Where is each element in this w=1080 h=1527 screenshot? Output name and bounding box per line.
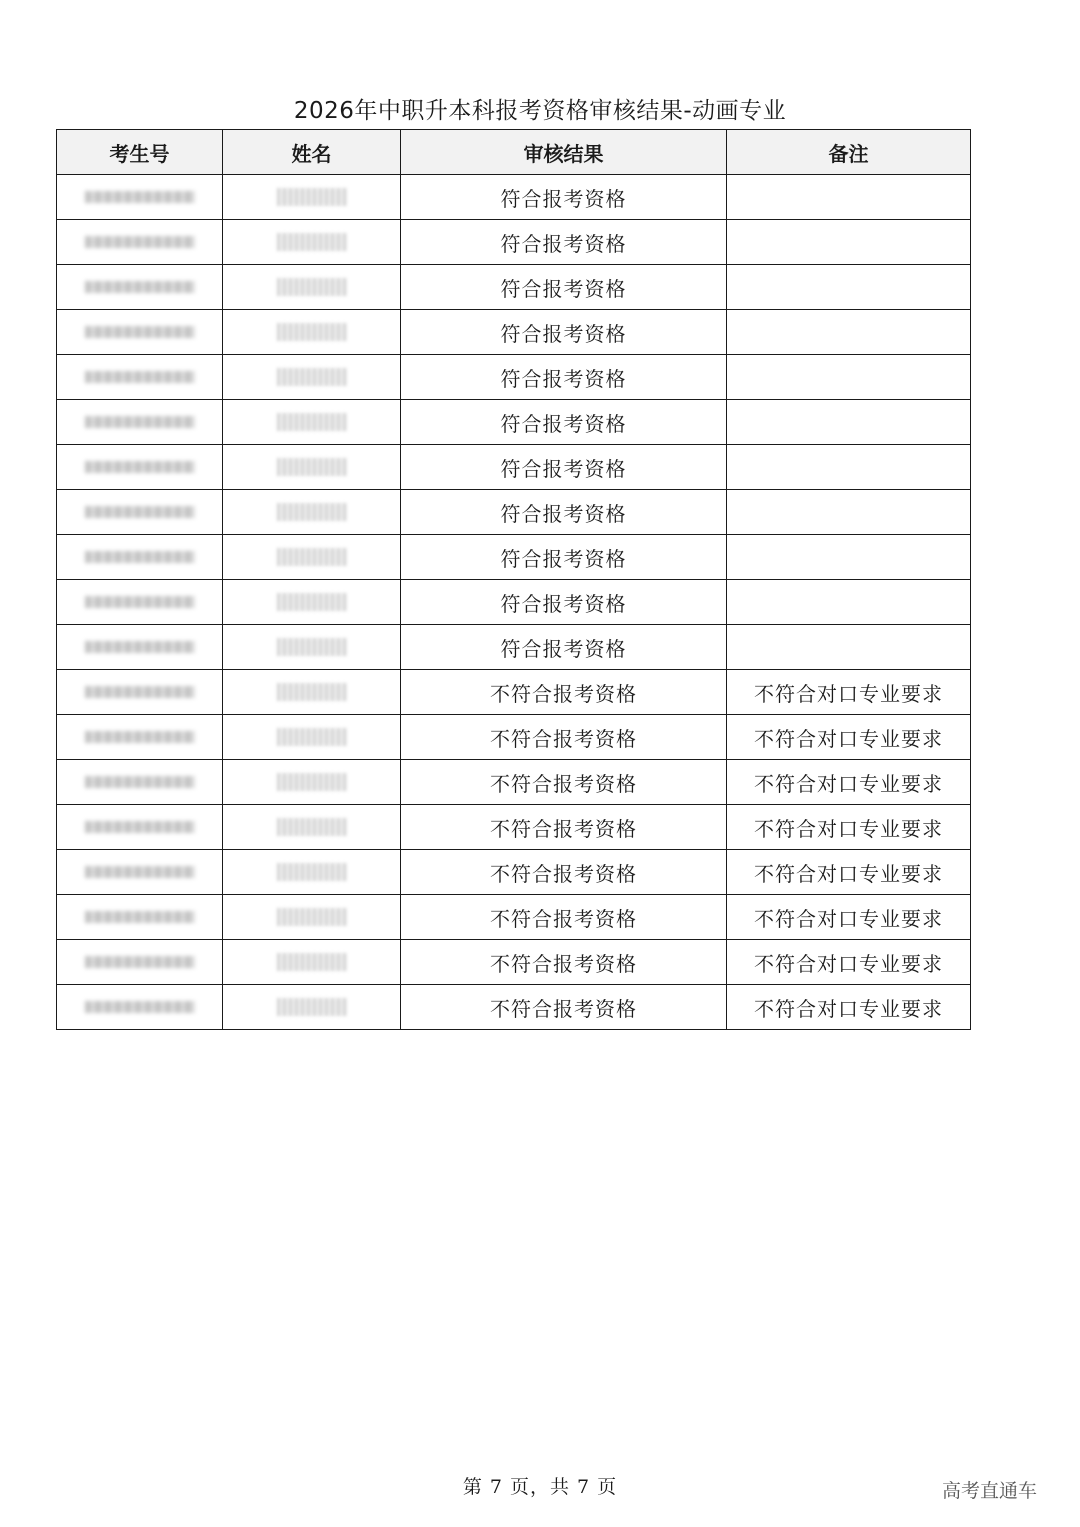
review-result-cell: 符合报考资格 [401, 355, 727, 400]
table-row [57, 760, 971, 805]
remarks-cell: 不符合对口专业要求 [727, 760, 971, 805]
redacted-exam-number [85, 551, 195, 563]
redacted-name [277, 638, 347, 656]
header-exam-number: 考生号 [57, 130, 223, 175]
table-row [57, 445, 971, 490]
review-result-cell: 符合报考资格 [401, 490, 727, 535]
redacted-name [277, 728, 347, 746]
exam-number-cell [57, 490, 223, 535]
redacted-exam-number [85, 821, 195, 833]
redacted-name [277, 188, 347, 206]
name-cell [223, 670, 401, 715]
redacted-name [277, 863, 347, 881]
header-name: 姓名 [223, 130, 401, 175]
review-result-cell: 符合报考资格 [401, 580, 727, 625]
table-row [57, 715, 971, 760]
table-row [57, 175, 971, 220]
name-cell [223, 580, 401, 625]
review-result-cell: 不符合报考资格 [401, 895, 727, 940]
header-review-result: 审核结果 [401, 130, 727, 175]
results-table [56, 129, 971, 1030]
name-cell [223, 715, 401, 760]
review-result-cell: 符合报考资格 [401, 220, 727, 265]
redacted-name [277, 953, 347, 971]
redacted-exam-number [85, 731, 195, 743]
remarks-cell [727, 175, 971, 220]
exam-number-cell [57, 715, 223, 760]
exam-number-cell [57, 805, 223, 850]
name-cell [223, 940, 401, 985]
name-cell [223, 625, 401, 670]
exam-number-cell [57, 220, 223, 265]
exam-number-cell [57, 985, 223, 1030]
table-row [57, 940, 971, 985]
review-result-cell: 符合报考资格 [401, 625, 727, 670]
table-header-row [57, 130, 971, 175]
table-row [57, 310, 971, 355]
redacted-exam-number [85, 776, 195, 788]
exam-number-cell [57, 310, 223, 355]
remarks-cell: 不符合对口专业要求 [727, 715, 971, 760]
table-row [57, 850, 971, 895]
name-cell [223, 985, 401, 1030]
review-result-cell: 不符合报考资格 [401, 715, 727, 760]
redacted-exam-number [85, 416, 195, 428]
review-result-cell: 符合报考资格 [401, 400, 727, 445]
table-row [57, 670, 971, 715]
table-row [57, 490, 971, 535]
remarks-cell [727, 265, 971, 310]
remarks-cell [727, 220, 971, 265]
document-title: 2026年中职升本科报考资格审核结果-动画专业 [293, 98, 787, 124]
exam-number-cell [57, 535, 223, 580]
header-remarks: 备注 [727, 130, 971, 175]
redacted-exam-number [85, 686, 195, 698]
redacted-name [277, 818, 347, 836]
review-result-cell: 不符合报考资格 [401, 850, 727, 895]
review-result-cell: 符合报考资格 [401, 310, 727, 355]
table-row [57, 265, 971, 310]
exam-number-cell [57, 580, 223, 625]
name-cell [223, 490, 401, 535]
redacted-name [277, 233, 347, 251]
name-cell [223, 355, 401, 400]
redacted-exam-number [85, 236, 195, 248]
redacted-name [277, 683, 347, 701]
watermark: 高考直通车 [942, 1480, 1038, 1502]
table-row [57, 895, 971, 940]
table-body [57, 175, 971, 1030]
redacted-name [277, 413, 347, 431]
exam-number-cell [57, 355, 223, 400]
name-cell [223, 805, 401, 850]
redacted-name [277, 503, 347, 521]
redacted-exam-number [85, 596, 195, 608]
exam-number-cell [57, 175, 223, 220]
redacted-exam-number [85, 371, 195, 383]
remarks-cell: 不符合对口专业要求 [727, 895, 971, 940]
redacted-exam-number [85, 461, 195, 473]
redacted-name [277, 278, 347, 296]
remarks-cell [727, 400, 971, 445]
redacted-name [277, 908, 347, 926]
review-result-cell: 符合报考资格 [401, 175, 727, 220]
table-row [57, 805, 971, 850]
name-cell [223, 445, 401, 490]
review-result-cell: 不符合报考资格 [401, 985, 727, 1030]
table-row [57, 355, 971, 400]
remarks-cell: 不符合对口专业要求 [727, 985, 971, 1030]
redacted-name [277, 368, 347, 386]
remarks-cell: 不符合对口专业要求 [727, 670, 971, 715]
redacted-exam-number [85, 641, 195, 653]
redacted-exam-number [85, 281, 195, 293]
review-result-cell: 不符合报考资格 [401, 805, 727, 850]
redacted-name [277, 998, 347, 1016]
redacted-name [277, 548, 347, 566]
name-cell [223, 175, 401, 220]
name-cell [223, 760, 401, 805]
exam-number-cell [57, 850, 223, 895]
redacted-name [277, 593, 347, 611]
remarks-cell: 不符合对口专业要求 [727, 850, 971, 895]
table-row [57, 985, 971, 1030]
name-cell [223, 895, 401, 940]
remarks-cell [727, 445, 971, 490]
redacted-exam-number [85, 506, 195, 518]
redacted-name [277, 323, 347, 341]
table-row [57, 625, 971, 670]
name-cell [223, 310, 401, 355]
redacted-exam-number [85, 191, 195, 203]
name-cell [223, 400, 401, 445]
name-cell [223, 220, 401, 265]
review-result-cell: 符合报考资格 [401, 535, 727, 580]
remarks-cell [727, 355, 971, 400]
exam-number-cell [57, 895, 223, 940]
redacted-exam-number [85, 1001, 195, 1013]
exam-number-cell [57, 625, 223, 670]
remarks-cell: 不符合对口专业要求 [727, 805, 971, 850]
remarks-cell [727, 535, 971, 580]
name-cell [223, 535, 401, 580]
review-result-cell: 不符合报考资格 [401, 670, 727, 715]
review-result-cell: 符合报考资格 [401, 265, 727, 310]
exam-number-cell [57, 670, 223, 715]
review-result-cell: 符合报考资格 [401, 445, 727, 490]
exam-number-cell [57, 760, 223, 805]
redacted-exam-number [85, 866, 195, 878]
exam-number-cell [57, 400, 223, 445]
table-row [57, 580, 971, 625]
review-result-cell: 不符合报考资格 [401, 940, 727, 985]
redacted-name [277, 773, 347, 791]
table-row [57, 400, 971, 445]
review-result-cell: 不符合报考资格 [401, 760, 727, 805]
remarks-cell [727, 310, 971, 355]
remarks-cell [727, 625, 971, 670]
redacted-exam-number [85, 911, 195, 923]
exam-number-cell [57, 940, 223, 985]
name-cell [223, 265, 401, 310]
redacted-exam-number [85, 326, 195, 338]
remarks-cell [727, 580, 971, 625]
name-cell [223, 850, 401, 895]
exam-number-cell [57, 445, 223, 490]
exam-number-cell [57, 265, 223, 310]
redacted-name [277, 458, 347, 476]
remarks-cell: 不符合对口专业要求 [727, 940, 971, 985]
remarks-cell [727, 490, 971, 535]
redacted-exam-number [85, 956, 195, 968]
table-row [57, 220, 971, 265]
table-row [57, 535, 971, 580]
page-number: 第 7 页，共 7 页 [462, 1476, 618, 1498]
